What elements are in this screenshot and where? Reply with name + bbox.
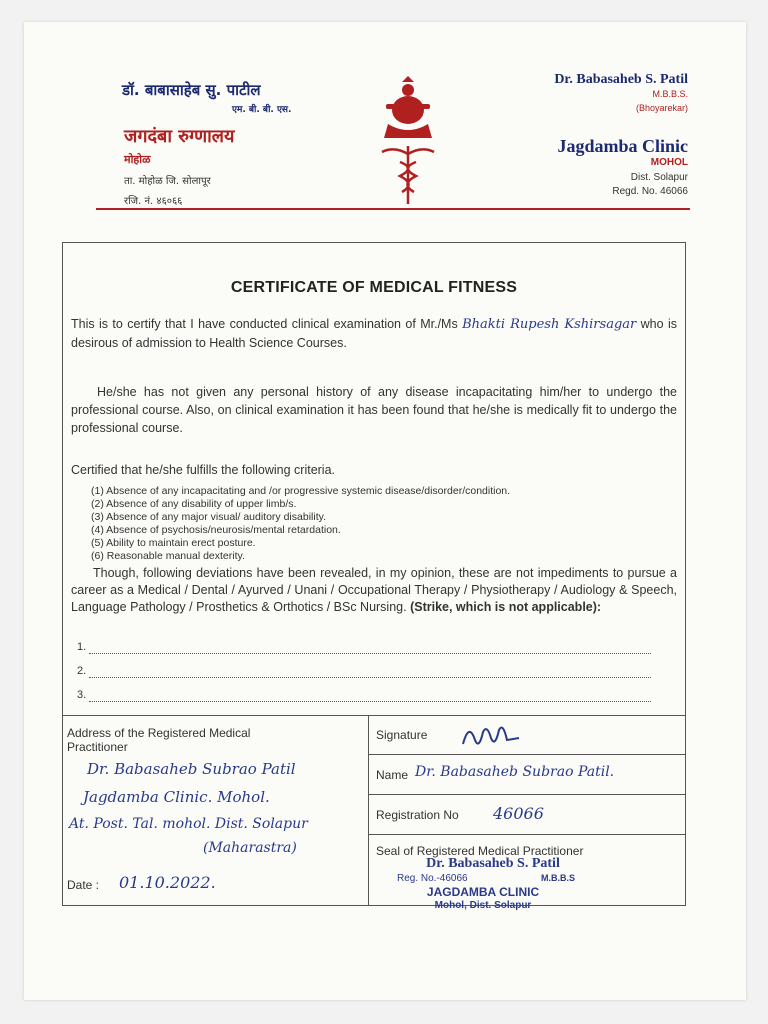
clinic-name: Jagdamba Clinic bbox=[557, 136, 688, 156]
certified-line: Certified that he/she fulfills the following criteria. bbox=[71, 463, 336, 477]
intro-paragraph bbox=[71, 315, 677, 352]
table-divider bbox=[368, 754, 685, 755]
criteria-item: (6) Reasonable manual dexterity. bbox=[91, 550, 245, 562]
name-label: Name bbox=[376, 768, 409, 782]
practitioner-table bbox=[63, 715, 685, 911]
registration-label: Registration No bbox=[376, 808, 459, 822]
doctor-degree: M.B.B.S. bbox=[652, 89, 688, 99]
certificate-box bbox=[62, 242, 686, 911]
deviation-line-2: 2. bbox=[77, 665, 651, 681]
strike-note: (Strike, which is not applicable): bbox=[410, 600, 602, 614]
criteria-item: (4) Absence of psychosis/neurosis/mental retardation. bbox=[91, 524, 341, 536]
hindi-clinic-name: जगदंबा रुग्णालय bbox=[124, 126, 235, 147]
doctor-alias: (Bhoyarekar) bbox=[635, 103, 688, 113]
stamp-place: Mohol, Dist. Solapur bbox=[434, 900, 532, 911]
deviation-paragraph bbox=[71, 565, 677, 616]
criteria-item: (2) Absence of any disability of upper limb/s. bbox=[91, 498, 297, 510]
table-divider bbox=[368, 834, 685, 835]
hindi-regd: रजि. नं. ४६०६६ bbox=[124, 196, 183, 207]
hindi-city: मोहोळ bbox=[124, 153, 151, 166]
stamp-degree: M.B.B.S bbox=[541, 873, 576, 883]
table-divider bbox=[368, 794, 685, 795]
address-label: Address of the Registered Medical Practitioner bbox=[67, 726, 251, 754]
practitioner-name: Dr. Babasaheb Subrao Patil. bbox=[415, 764, 615, 780]
seal-label: Seal of Registered Medical Practitioner bbox=[376, 844, 584, 858]
history-paragraph: He/she has not given any personal history of any disease incapacitating him/her to undergo the professional course. Also, on clinical examination it has been found that he/she is medically fit to undergo the professional course. bbox=[71, 385, 677, 435]
doctor-name: Dr. Babasaheb S. Patil bbox=[554, 72, 688, 87]
stamp-reg-number: Reg. No.-46066 bbox=[397, 873, 468, 884]
criteria-item: (3) Absence of any major visual/ auditory disability. bbox=[91, 511, 326, 523]
stamp-doctor-name: Dr. Babasaheb S. Patil bbox=[426, 856, 560, 871]
signature-label: Signature bbox=[376, 728, 428, 742]
hindi-doctor-name: डॉ. बाबासाहेब सु. पाटील bbox=[122, 81, 261, 99]
deviation-line-3: 3. bbox=[77, 689, 651, 705]
criteria-item: (5) Ability to maintain erect posture. bbox=[91, 537, 256, 549]
letterhead-divider bbox=[96, 208, 690, 210]
intro-rest: who is desirous of admission to Health Science Courses. bbox=[71, 317, 677, 350]
address-line: (Maharastra) bbox=[203, 840, 297, 856]
intro-line: This is to certify that I have conducted clinical examination of Mr./Ms bbox=[71, 317, 458, 331]
deity-caduceus-emblem-icon bbox=[374, 76, 442, 206]
clinic-regd-number: Regd. No. 46066 bbox=[612, 186, 688, 197]
registration-number: 46066 bbox=[493, 804, 544, 823]
deviation-text: Though, following deviations have been revealed, in my opinion, these are not impediments to pursue a career as a Medical / Dental / Ayurved / Unani / Occupational Therapy / Physiotherapy / Audiology & Speech, Language Pathology / Prosthetics & Orthotics / BSc Nursing. bbox=[71, 566, 677, 614]
clinic-district: Dist. Solapur bbox=[630, 172, 688, 183]
criteria-item: (1) Absence of any incapacitating and /or progressive systemic disease/disorder/condition. bbox=[91, 485, 511, 497]
address-line: At. Post. Tal. mohol. Dist. Solapur bbox=[69, 816, 308, 832]
table-divider bbox=[368, 716, 369, 906]
address-line: Dr. Babasaheb Subrao Patil bbox=[87, 760, 296, 778]
hindi-taluka: ता. मोहोळ जि. सोलापूर bbox=[124, 176, 211, 187]
deviation-line-1: 1. bbox=[77, 641, 651, 657]
date-value: 01.10.2022. bbox=[119, 873, 216, 892]
signature-scribble-icon bbox=[459, 720, 523, 752]
hindi-degree: एम. बी. बी. एस. bbox=[232, 105, 292, 115]
stamp-clinic: JAGDAMBA CLINIC bbox=[426, 885, 540, 899]
certificate-title: CERTIFICATE OF MEDICAL FITNESS bbox=[230, 279, 518, 296]
date-label: Date : bbox=[67, 878, 100, 892]
patient-name: Bhakti Rupesh Kshirsagar bbox=[462, 317, 637, 332]
clinic-city: MOHOL bbox=[650, 157, 688, 168]
address-line: Jagdamba Clinic. Mohol. bbox=[83, 788, 270, 806]
